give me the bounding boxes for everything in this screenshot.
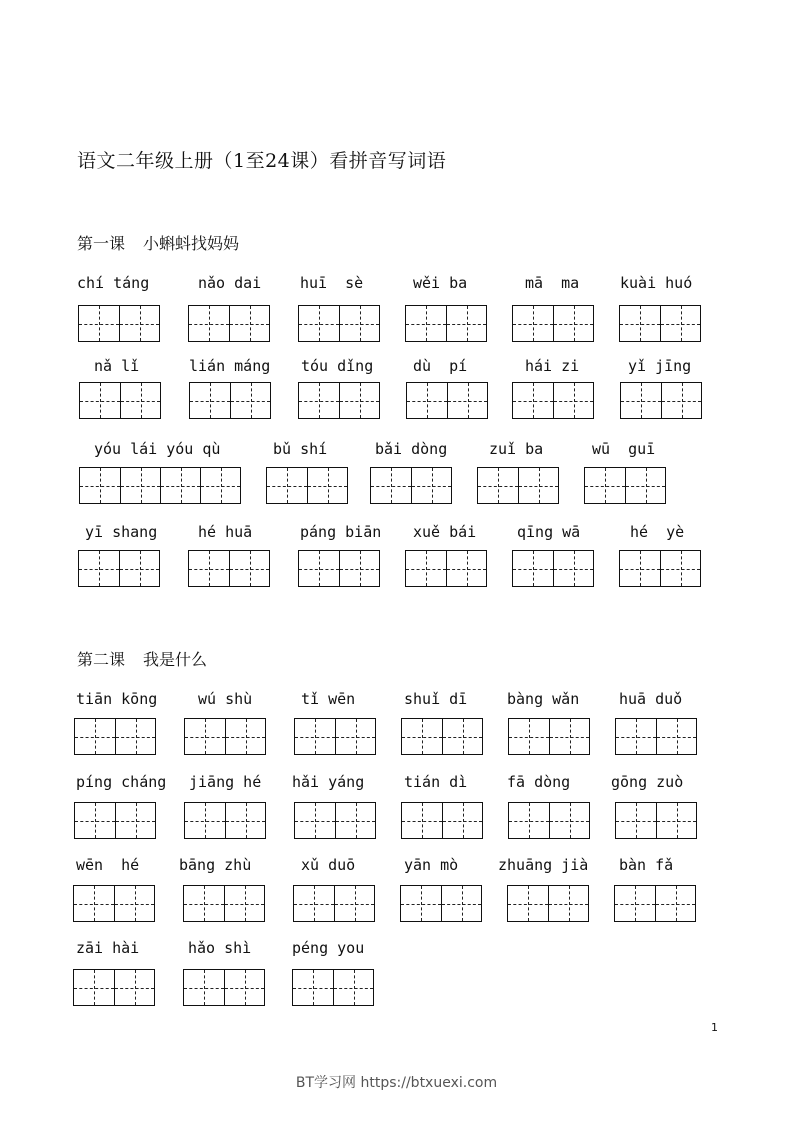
writing-grid[interactable] bbox=[508, 718, 590, 755]
writing-grid[interactable] bbox=[79, 467, 241, 504]
lesson-2-number: 第二课 bbox=[77, 650, 126, 669]
tianzige-cell[interactable] bbox=[114, 970, 154, 1005]
writing-grid[interactable] bbox=[406, 382, 488, 419]
pinyin-label: wū guī bbox=[592, 440, 656, 458]
writing-grid[interactable] bbox=[512, 550, 594, 587]
tianzige-cell[interactable] bbox=[402, 719, 442, 754]
tianzige-cell[interactable] bbox=[509, 719, 549, 754]
tianzige-cell[interactable] bbox=[224, 970, 264, 1005]
writing-grid[interactable] bbox=[401, 718, 483, 755]
tianzige-cell[interactable] bbox=[75, 803, 115, 838]
writing-grid[interactable] bbox=[614, 885, 696, 922]
pinyin-label: yóu lái yóu qù bbox=[94, 440, 221, 458]
writing-grid[interactable] bbox=[74, 718, 156, 755]
tianzige-cell[interactable] bbox=[200, 468, 240, 503]
pinyin-label: hé yè bbox=[630, 523, 685, 541]
tianzige-cell[interactable] bbox=[185, 719, 225, 754]
pinyin-label: qīng wā bbox=[517, 523, 581, 541]
tianzige-cell[interactable] bbox=[339, 383, 379, 418]
pinyin-label: bàng wǎn bbox=[507, 690, 580, 708]
pinyin-label: mā ma bbox=[525, 274, 580, 292]
pinyin-label: shuǐ dī bbox=[404, 690, 468, 708]
tianzige-cell[interactable] bbox=[225, 803, 265, 838]
writing-grid[interactable] bbox=[189, 382, 271, 419]
writing-grid[interactable] bbox=[507, 885, 589, 922]
pinyin-label: kuài huó bbox=[620, 274, 693, 292]
lesson-2-heading bbox=[77, 647, 207, 670]
pinyin-label: jiāng hé bbox=[189, 773, 262, 791]
tianzige-cell[interactable] bbox=[620, 306, 660, 341]
pinyin-label: huī sè bbox=[300, 274, 364, 292]
tianzige-cell[interactable] bbox=[190, 383, 230, 418]
writing-grid[interactable] bbox=[370, 467, 452, 504]
writing-grid[interactable] bbox=[298, 382, 380, 419]
writing-grid[interactable] bbox=[400, 885, 482, 922]
pinyin-label: tóu dǐng bbox=[301, 357, 374, 375]
pinyin-label: píng cháng bbox=[76, 773, 167, 791]
writing-grid[interactable] bbox=[188, 550, 270, 587]
tianzige-cell[interactable] bbox=[80, 383, 120, 418]
tianzige-cell[interactable] bbox=[656, 719, 696, 754]
tianzige-cell[interactable] bbox=[402, 803, 442, 838]
tianzige-cell[interactable] bbox=[656, 803, 696, 838]
tianzige-cell[interactable] bbox=[446, 551, 486, 586]
tianzige-cell[interactable] bbox=[294, 886, 334, 921]
pinyin-label: xǔ duō bbox=[301, 856, 356, 874]
writing-grid[interactable] bbox=[615, 718, 697, 755]
writing-grid[interactable] bbox=[405, 305, 487, 342]
tianzige-cell[interactable] bbox=[189, 551, 229, 586]
pinyin-label: zuǐ ba bbox=[489, 440, 544, 458]
pinyin-label: bāng zhù bbox=[179, 856, 252, 874]
pinyin-label: hǎo shì bbox=[188, 939, 252, 957]
pinyin-label: nǎ lǐ bbox=[94, 357, 140, 375]
writing-grid[interactable] bbox=[619, 305, 701, 342]
page-title: 语文二年级上册（1至24课）看拼音写词语 bbox=[77, 150, 447, 172]
pinyin-label: bǎi dòng bbox=[375, 440, 448, 458]
writing-grid[interactable] bbox=[298, 550, 380, 587]
tianzige-cell[interactable] bbox=[334, 886, 374, 921]
pinyin-label: dù pí bbox=[413, 357, 468, 375]
tianzige-cell[interactable] bbox=[119, 306, 159, 341]
pinyin-label: fā dòng bbox=[507, 773, 571, 791]
tianzige-cell[interactable] bbox=[339, 551, 379, 586]
pinyin-label: hǎi yáng bbox=[292, 773, 365, 791]
writing-grid[interactable] bbox=[584, 467, 666, 504]
tianzige-cell[interactable] bbox=[660, 551, 700, 586]
tianzige-cell[interactable] bbox=[446, 306, 486, 341]
writing-grid[interactable] bbox=[298, 305, 380, 342]
pinyin-label: zāi hài bbox=[76, 939, 140, 957]
tianzige-cell[interactable] bbox=[184, 970, 224, 1005]
tianzige-cell[interactable] bbox=[518, 468, 558, 503]
writing-grid[interactable] bbox=[405, 550, 487, 587]
tianzige-cell[interactable] bbox=[548, 886, 588, 921]
pinyin-label: wēn hé bbox=[76, 856, 140, 874]
writing-grid[interactable] bbox=[294, 718, 376, 755]
pinyin-label: lián máng bbox=[189, 357, 271, 375]
tianzige-cell[interactable] bbox=[339, 306, 379, 341]
tianzige-cell[interactable] bbox=[447, 383, 487, 418]
tianzige-cell[interactable] bbox=[115, 803, 155, 838]
tianzige-cell[interactable] bbox=[553, 383, 593, 418]
tianzige-cell[interactable] bbox=[119, 551, 159, 586]
lesson-2-name: 我是什么 bbox=[143, 650, 208, 669]
tianzige-cell[interactable] bbox=[553, 551, 593, 586]
writing-grid[interactable] bbox=[184, 718, 266, 755]
writing-grid[interactable] bbox=[78, 550, 160, 587]
tianzige-cell[interactable] bbox=[299, 551, 339, 586]
pinyin-label: hái zi bbox=[525, 357, 580, 375]
tianzige-cell[interactable] bbox=[508, 886, 548, 921]
tianzige-cell[interactable] bbox=[441, 886, 481, 921]
tianzige-cell[interactable] bbox=[371, 468, 411, 503]
pinyin-label: xuě bái bbox=[413, 523, 477, 541]
tianzige-cell[interactable] bbox=[79, 306, 119, 341]
tianzige-cell[interactable] bbox=[120, 383, 160, 418]
tianzige-cell[interactable] bbox=[621, 383, 661, 418]
tianzige-cell[interactable] bbox=[407, 383, 447, 418]
pinyin-label: zhuāng jià bbox=[498, 856, 589, 874]
tianzige-cell[interactable] bbox=[299, 383, 339, 418]
tianzige-cell[interactable] bbox=[661, 383, 701, 418]
writing-grid[interactable] bbox=[619, 550, 701, 587]
tianzige-cell[interactable] bbox=[406, 551, 446, 586]
tianzige-cell[interactable] bbox=[80, 468, 120, 503]
writing-grid[interactable] bbox=[620, 382, 702, 419]
footer-watermark: BT学习网 https://btxuexi.com bbox=[295, 1075, 498, 1091]
writing-grid[interactable] bbox=[184, 802, 266, 839]
pinyin-label: páng biān bbox=[300, 523, 382, 541]
tianzige-cell[interactable] bbox=[442, 803, 482, 838]
tianzige-cell[interactable] bbox=[293, 970, 333, 1005]
tianzige-cell[interactable] bbox=[585, 468, 625, 503]
tianzige-cell[interactable] bbox=[120, 468, 160, 503]
tianzige-cell[interactable] bbox=[401, 886, 441, 921]
tianzige-cell[interactable] bbox=[620, 551, 660, 586]
writing-grid[interactable] bbox=[79, 382, 161, 419]
writing-grid[interactable] bbox=[78, 305, 160, 342]
tianzige-cell[interactable] bbox=[478, 468, 518, 503]
tianzige-cell[interactable] bbox=[411, 468, 451, 503]
pinyin-label: wú shù bbox=[198, 690, 253, 708]
writing-grid[interactable] bbox=[73, 969, 155, 1006]
writing-grid[interactable] bbox=[508, 802, 590, 839]
tianzige-cell[interactable] bbox=[616, 719, 656, 754]
tianzige-cell[interactable] bbox=[115, 719, 155, 754]
tianzige-cell[interactable] bbox=[442, 719, 482, 754]
pinyin-label: gōng zuò bbox=[611, 773, 684, 791]
lesson-1-name: 小蝌蚪找妈妈 bbox=[143, 234, 240, 253]
page-number: 1 bbox=[711, 1021, 718, 1034]
pinyin-label: bǔ shí bbox=[273, 440, 328, 458]
writing-grid[interactable] bbox=[615, 802, 697, 839]
writing-grid[interactable] bbox=[183, 885, 265, 922]
pinyin-label: hé huā bbox=[198, 523, 253, 541]
writing-grid[interactable] bbox=[266, 467, 348, 504]
tianzige-cell[interactable] bbox=[553, 306, 593, 341]
tianzige-cell[interactable] bbox=[307, 468, 347, 503]
writing-grid[interactable] bbox=[183, 969, 265, 1006]
tianzige-cell[interactable] bbox=[335, 719, 375, 754]
tianzige-cell[interactable] bbox=[295, 803, 335, 838]
pinyin-label: tián dì bbox=[404, 773, 468, 791]
pinyin-label: yī shang bbox=[85, 523, 158, 541]
tianzige-cell[interactable] bbox=[549, 803, 589, 838]
pinyin-label: chí táng bbox=[77, 274, 150, 292]
tianzige-cell[interactable] bbox=[160, 468, 200, 503]
writing-grid[interactable] bbox=[512, 382, 594, 419]
tianzige-cell[interactable] bbox=[509, 803, 549, 838]
tianzige-cell[interactable] bbox=[225, 719, 265, 754]
writing-grid[interactable] bbox=[401, 802, 483, 839]
tianzige-cell[interactable] bbox=[230, 383, 270, 418]
tianzige-cell[interactable] bbox=[513, 383, 553, 418]
tianzige-cell[interactable] bbox=[616, 803, 656, 838]
tianzige-cell[interactable] bbox=[74, 970, 114, 1005]
writing-grid[interactable] bbox=[477, 467, 559, 504]
tianzige-cell[interactable] bbox=[625, 468, 665, 503]
tianzige-cell[interactable] bbox=[615, 886, 655, 921]
tianzige-cell[interactable] bbox=[660, 306, 700, 341]
tianzige-cell[interactable] bbox=[295, 719, 335, 754]
tianzige-cell[interactable] bbox=[513, 551, 553, 586]
tianzige-cell[interactable] bbox=[513, 306, 553, 341]
tianzige-cell[interactable] bbox=[189, 306, 229, 341]
pinyin-label: yān mò bbox=[404, 856, 459, 874]
lesson-1-number: 第一课 bbox=[77, 234, 126, 253]
pinyin-label: tiān kōng bbox=[76, 690, 158, 708]
tianzige-cell[interactable] bbox=[655, 886, 695, 921]
tianzige-cell[interactable] bbox=[185, 803, 225, 838]
writing-grid[interactable] bbox=[188, 305, 270, 342]
writing-grid[interactable] bbox=[74, 802, 156, 839]
pinyin-label: huā duǒ bbox=[619, 690, 683, 708]
tianzige-cell[interactable] bbox=[75, 719, 115, 754]
tianzige-cell[interactable] bbox=[229, 306, 269, 341]
tianzige-cell[interactable] bbox=[299, 306, 339, 341]
writing-grid[interactable] bbox=[292, 969, 374, 1006]
writing-grid[interactable] bbox=[73, 885, 155, 922]
tianzige-cell[interactable] bbox=[267, 468, 307, 503]
writing-grid[interactable] bbox=[293, 885, 375, 922]
tianzige-cell[interactable] bbox=[406, 306, 446, 341]
tianzige-cell[interactable] bbox=[549, 719, 589, 754]
tianzige-cell[interactable] bbox=[184, 886, 224, 921]
pinyin-label: wěi ba bbox=[413, 274, 468, 292]
tianzige-cell[interactable] bbox=[79, 551, 119, 586]
lesson-1-heading bbox=[77, 231, 239, 254]
tianzige-cell[interactable] bbox=[114, 886, 154, 921]
pinyin-label: bàn fǎ bbox=[619, 856, 674, 874]
pinyin-label: yǐ jīng bbox=[628, 357, 692, 375]
tianzige-cell[interactable] bbox=[224, 886, 264, 921]
pinyin-label: péng you bbox=[292, 939, 365, 957]
tianzige-cell[interactable] bbox=[229, 551, 269, 586]
pinyin-label: tǐ wēn bbox=[301, 690, 356, 708]
tianzige-cell[interactable] bbox=[335, 803, 375, 838]
tianzige-cell[interactable] bbox=[74, 886, 114, 921]
tianzige-cell[interactable] bbox=[333, 970, 373, 1005]
pinyin-label: nǎo dai bbox=[198, 274, 262, 292]
writing-grid[interactable] bbox=[512, 305, 594, 342]
writing-grid[interactable] bbox=[294, 802, 376, 839]
